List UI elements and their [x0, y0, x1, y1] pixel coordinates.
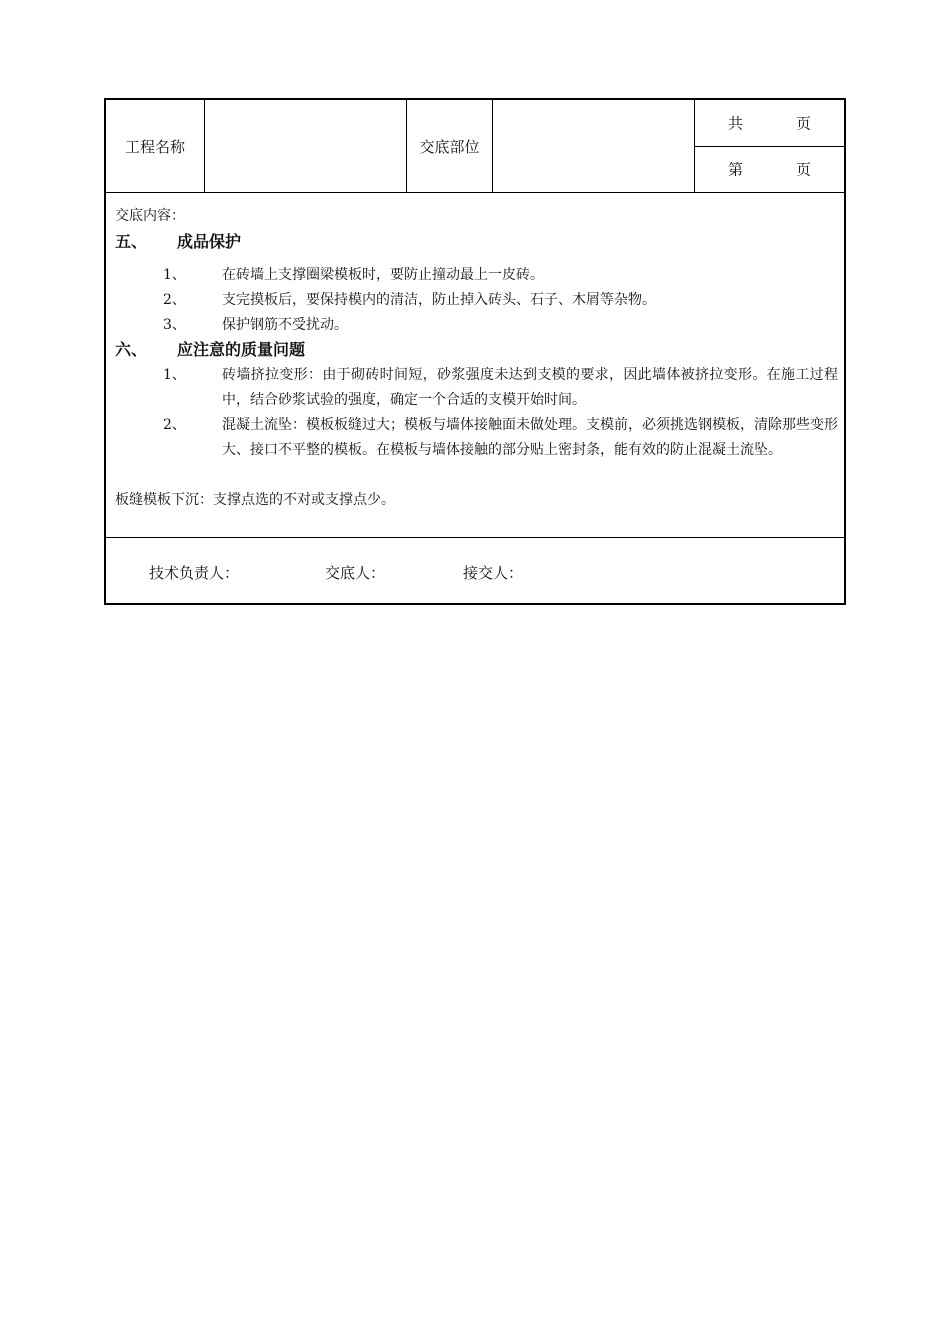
- section-number: 六、: [115, 340, 148, 359]
- form-header-row: [106, 100, 844, 193]
- section-heading: 应注意的质量问题: [177, 340, 306, 359]
- list-item-index: 2、: [163, 417, 186, 433]
- list-item-index: 2、: [163, 292, 186, 308]
- handover-content: [106, 192, 844, 538]
- section-title-5: [115, 229, 241, 254]
- total-label: 共: [728, 114, 744, 133]
- page-unit: 页: [796, 160, 812, 179]
- list-item-text: 在砖墙上支撑圈梁模板时，要防止撞动最上一皮砖。: [222, 267, 544, 283]
- list-item-text: 保护钢筋不受扰动。: [222, 317, 348, 333]
- list-item-text: 支完摸板后，要保持模内的清洁，防止掉入砖头、石子、木屑等杂物。: [222, 292, 656, 308]
- handover-form: [104, 98, 846, 605]
- location-label: 交底部位: [407, 100, 493, 192]
- list-item-index: 1、: [163, 267, 186, 283]
- list-item-index: 1、: [163, 367, 186, 383]
- location-field: [493, 100, 695, 192]
- total-unit: 页: [796, 114, 812, 133]
- tech-lead-signature-label: 技术负责人：: [149, 564, 240, 582]
- total-pages-row: [695, 100, 844, 147]
- page-label: 第: [728, 160, 744, 179]
- presenter-signature-label: 交底人：: [325, 564, 386, 582]
- section-number: 五、: [115, 232, 148, 251]
- closing-note: 板缝模板下沉：支撑点选的不对或支撑点少。: [115, 492, 395, 508]
- list-item-text: 砖墙挤拉变形：由于砌砖时间短，砂浆强度未达到支模的要求，因此墙体被挤拉变形。在施工过程中，结合砂浆试验的强度，确定一个合适的支模开始时间。: [222, 367, 838, 408]
- section-heading: 成品保护: [177, 232, 242, 251]
- signature-row: [106, 537, 844, 603]
- list-item-text: 混凝土流坠：模板板缝过大；模板与墙体接触面未做处理。支模前，必须挑选钢模板，清除那些变形大、接口不平整的模板。在模板与墙体接触的部分贴上密封条，能有效的防止混凝土流坠。: [222, 417, 838, 458]
- list-item-index: 3、: [163, 317, 186, 333]
- project-name-field: [205, 100, 407, 192]
- page-count-column: [695, 100, 844, 192]
- current-page-row: [695, 146, 844, 192]
- project-name-label: 工程名称: [106, 100, 205, 192]
- section-title-6: [115, 337, 305, 362]
- receiver-signature-label: 接交人：: [463, 564, 524, 582]
- content-intro: 交底内容：: [115, 208, 185, 224]
